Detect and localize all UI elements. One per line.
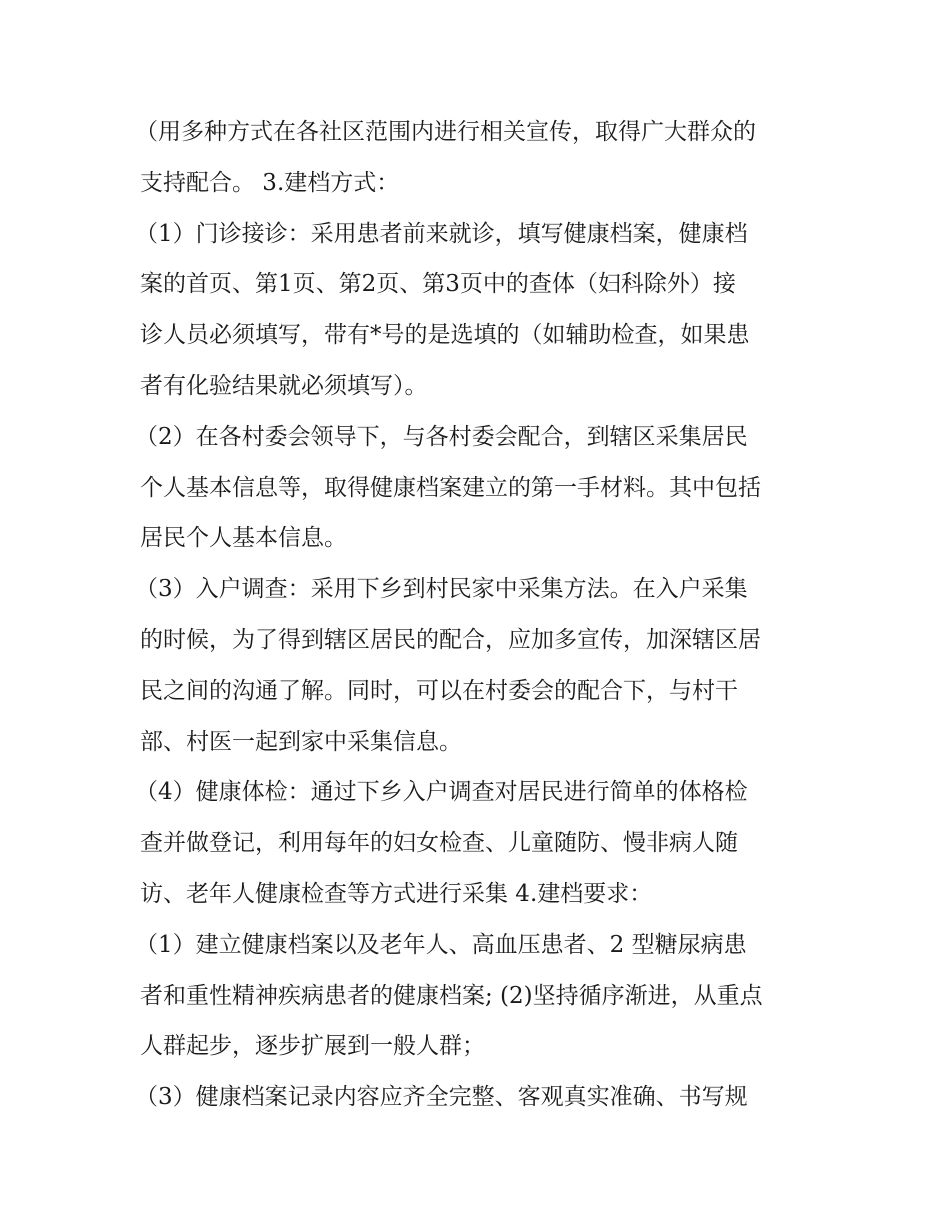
text-line: 查并做登记，利用每年的妇女检查、儿童随防、慢非病人随 — [140, 830, 738, 857]
text-line: （3）健康档案记录内容应齐全完整、客观真实准确、书写规 — [135, 1084, 748, 1111]
text-line: 者和重性精神疾病患者的健康档案; (2)坚持循序渐进，从重点 — [140, 982, 763, 1009]
text-line: （2）在各村委会领导下，与各村委会配合，到辖区采集居民 — [135, 423, 748, 450]
text-line: 诊人员必须填写，带有*号的是选填的（如辅助检查，如果患 — [140, 322, 750, 349]
text-line: （1）门诊接诊：采用患者前来就诊，填写健康档案，健康档 — [135, 220, 748, 247]
text-line: 人群起步，逐步扩展到一般人群； — [140, 1033, 485, 1060]
text-line: 者有化验结果就必须填写）。 — [140, 372, 428, 399]
text-line: （4）健康体检：通过下乡入户调查对居民进行简单的体格检 — [135, 779, 748, 806]
text-line: 的时候，为了得到辖区居民的配合，应加多宣传，加深辖区居 — [140, 626, 761, 653]
text-line: 案的首页、第1页、第2页、第3页中的查体（妇科除外）接 — [140, 271, 736, 298]
text-line: 支持配合。 3.建档方式： — [140, 169, 400, 196]
text-line: 居民个人基本信息。 — [140, 525, 347, 552]
text-line: （用多种方式在各社区范围内进行相关宣传，取得广大群众的 — [135, 119, 756, 145]
body-text — [135, 107, 820, 1123]
text-line: 部、村医一起到家中采集信息。 — [140, 728, 462, 755]
text-line: （3）入户调查：采用下乡到村民家中采集方法。在入户采集 — [135, 576, 748, 603]
text-line: （1）建立健康档案以及老年人、高血压患者、2 型糖尿病患 — [135, 931, 747, 958]
text-line: 民之间的沟通了解。同时，可以在村委会的配合下，与村干 — [140, 677, 738, 704]
text-line: 访、老年人健康检查等方式进行采集 4.建档要求： — [140, 880, 653, 907]
text-line: 个人基本信息等，取得健康档案建立的第一手材料。其中包括 — [140, 474, 761, 501]
